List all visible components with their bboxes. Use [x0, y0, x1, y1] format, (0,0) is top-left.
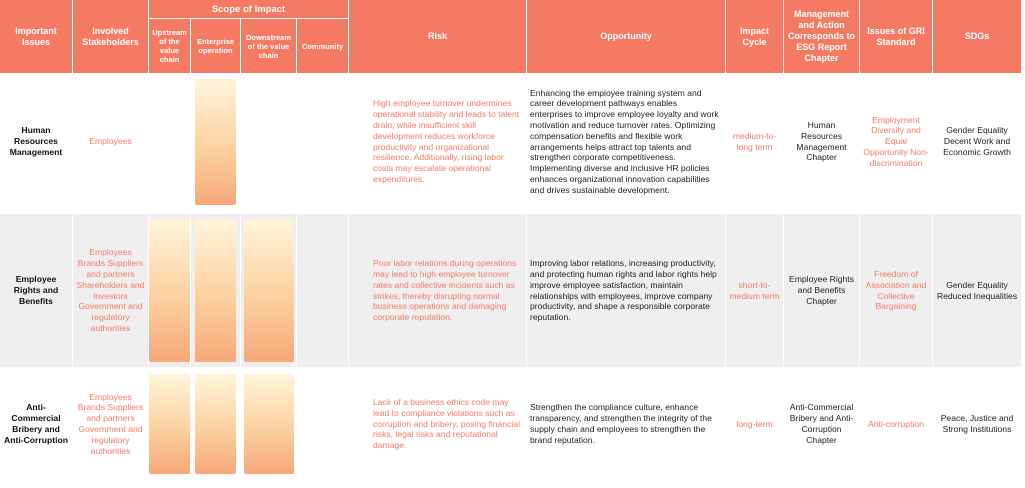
- impact-cycle-cell: medium-to-long term: [726, 73, 784, 210]
- scope-downstream-cell: [241, 367, 297, 477]
- opportunity-cell: Improving labor relations, increasing productivity, and protecting human rights and labor rights help improve employee satisfaction, maintain relationships with employees, improve company productivity, and shape a responsible corporate reputation.: [527, 210, 726, 367]
- chapter-cell: Employee Rights and Benefits Chapter: [784, 210, 860, 367]
- header-downstream: Downstream of the value chain: [241, 19, 297, 73]
- header-opportunity: Opportunity: [527, 0, 726, 73]
- risk-cell: Poor labor relations during operations may lead to high employee turnover rates and collective incidents such as strikes, thereby disrupting normal business operations and damaging corporate reputation.: [349, 210, 527, 367]
- scope-downstream-cell: [241, 210, 297, 367]
- sdgs-cell: Peace, Justice and Strong Institutions: [933, 367, 1022, 477]
- header-involved-stakeholders: Involved Stakeholders: [73, 0, 149, 73]
- sdgs-cell: Gender Equality Reduced Inequalities: [933, 210, 1022, 367]
- scope-upstream-bar: [149, 374, 190, 474]
- scope-downstream-cell: [241, 73, 297, 210]
- header-upstream: Upstream of the value chain: [149, 19, 191, 73]
- impact-cycle-cell: short-to-medium term: [726, 210, 784, 367]
- impact-cycle-cell: long-term: [726, 367, 784, 477]
- header-impact-cycle: Impact Cycle: [726, 0, 784, 73]
- scope-downstream-bar: [244, 219, 294, 362]
- table-row: [0, 367, 1022, 477]
- table-header: [0, 0, 1022, 73]
- stakeholders-cell: Employees Brands Suppliers and partners Government and regulatory authorities: [73, 367, 149, 477]
- scope-enterprise-cell: [191, 73, 241, 210]
- header-scope-of-impact: Scope of Impact: [149, 0, 349, 19]
- sdgs-cell: Gender Equality Decent Work and Economic Growth: [933, 73, 1022, 210]
- scope-enterprise-bar: [195, 374, 236, 474]
- scope-upstream-cell: [149, 210, 191, 367]
- scope-upstream-cell: [149, 73, 191, 210]
- scope-upstream-bar: [149, 219, 190, 362]
- stakeholders-cell: Employees Brands Suppliers and partners Shareholders and investors Government and regulatory authorities: [73, 210, 149, 367]
- scope-community-cell: [297, 73, 349, 210]
- scope-enterprise-bar: [195, 79, 236, 205]
- chapter-cell: Human Resources Management Chapter: [784, 73, 860, 210]
- gri-cell: Freedom of Association and Collective Bargaining: [860, 210, 933, 367]
- header-gri-issues: Issues of GRI Standard: [860, 0, 933, 73]
- scope-downstream-bar: [244, 374, 294, 474]
- gri-cell: Employment Diversity and Equal Opportunity Non-discrimination: [860, 73, 933, 210]
- issue-cell: Anti-Commercial Bribery and Anti-Corruption: [0, 367, 73, 477]
- header-risk: Risk: [349, 0, 527, 73]
- gri-cell: Anti-corruption: [860, 367, 933, 477]
- scope-upstream-cell: [149, 367, 191, 477]
- opportunity-cell: Enhancing the employee training system and career development pathways enables enterprises to improve employee loyalty and work motivation and reduce turnover rates. Optimizing compensation benefits and flexible work arrangements helps attract top talents and strengthen corporate competitiveness. Implementing diverse and inclusive HR policies enhances organizational innovation capabilities and drives sustainable development.: [527, 73, 726, 210]
- header-management-chapter: Management and Action Corresponds to ESG Report Chapter: [784, 0, 860, 73]
- scope-community-cell: [297, 210, 349, 367]
- issue-cell: Human Resources Management: [0, 73, 73, 210]
- header-sdgs: SDGs: [933, 0, 1022, 73]
- risk-cell: High employee turnover undermines operational stability and leads to talent drain, while insufficient skill development reduces workforce productivity and organizational resilience. Additionally, rising labor costs may escalate operational expenditures.: [349, 73, 527, 210]
- scope-enterprise-cell: [191, 367, 241, 477]
- scope-community-cell: [297, 367, 349, 477]
- table-row: [0, 73, 1022, 210]
- header-important-issues: Important Issues: [0, 0, 73, 73]
- chapter-cell: Anti-Commercial Bribery and Anti-Corruption Chapter: [784, 367, 860, 477]
- table-row: [0, 210, 1022, 367]
- header-enterprise: Enterprise operation: [191, 19, 241, 73]
- scope-enterprise-bar: [195, 219, 236, 362]
- stakeholders-cell: Employees: [73, 73, 149, 210]
- risk-cell: Lack of a business ethics code may lead to compliance violations such as corruption and bribery, posing financial risks, legal risks and reputational damage.: [349, 367, 527, 477]
- opportunity-cell: Strengthen the compliance culture, enhance transparency, and strengthen the integrity of the supply chain and employees to strengthen the brand reputation.: [527, 367, 726, 477]
- scope-enterprise-cell: [191, 210, 241, 367]
- header-community: Community: [297, 19, 349, 73]
- issue-cell: Employee Rights and Benefits: [0, 210, 73, 367]
